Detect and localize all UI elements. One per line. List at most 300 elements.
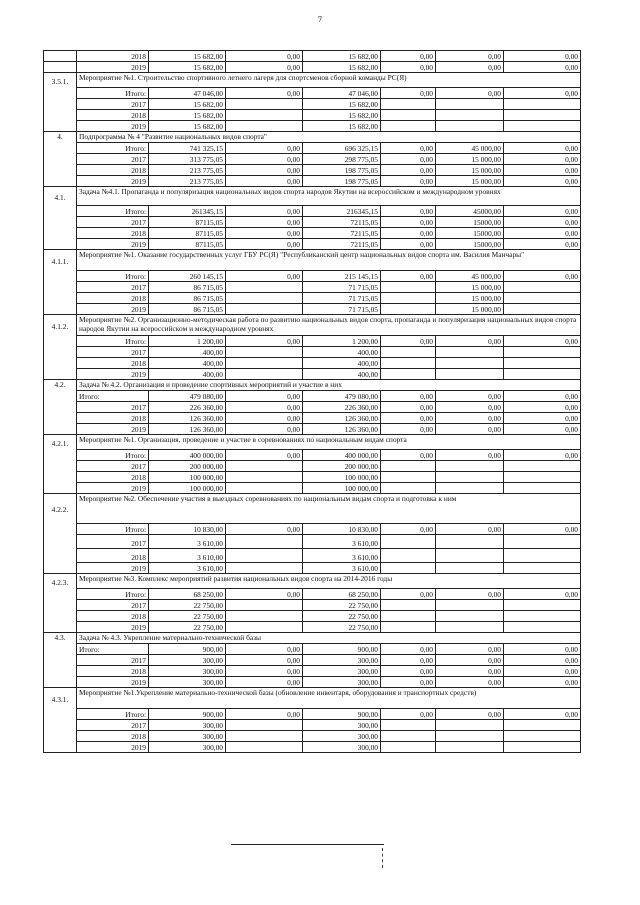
amount-cell: 0,00 xyxy=(226,228,303,239)
amount-cell: 0,00 xyxy=(381,402,436,413)
amount-cell xyxy=(436,600,504,611)
amount-cell: 1 200,00 xyxy=(149,336,226,347)
amount-cell: 0,00 xyxy=(504,228,581,239)
year-label: 2017 xyxy=(77,347,149,358)
amount-cell xyxy=(504,611,581,622)
amount-cell xyxy=(436,358,504,369)
amount-cell xyxy=(436,563,504,574)
amount-cell: 226 360,00 xyxy=(303,402,381,413)
year-label: 2019 xyxy=(77,622,149,633)
table-row xyxy=(44,206,581,217)
amount-cell xyxy=(436,461,504,472)
section-heading-row xyxy=(44,187,581,206)
section-code: 4.2.3. xyxy=(44,574,77,633)
section-heading: Мероприятие №1. Строительство спортивного летнего лагеря для спортсменов сборной команды РС(Я) xyxy=(77,73,581,88)
total-label: Итого: xyxy=(77,391,149,402)
amount-cell xyxy=(436,731,504,742)
amount-cell xyxy=(226,549,303,563)
amount-cell: 22 750,00 xyxy=(149,600,226,611)
amount-cell xyxy=(504,369,581,380)
amount-cell: 0,00 xyxy=(504,709,581,720)
amount-cell: 0,00 xyxy=(381,62,436,73)
section-heading: Мероприятие №3. Комплекс мероприятий развития национальных видов спорта на 2014-2016 годы xyxy=(77,574,581,589)
section-code: 4.2. xyxy=(44,380,77,435)
year-label: 2019 xyxy=(77,62,149,73)
amount-cell: 0,00 xyxy=(381,88,436,99)
amount-cell: 0,00 xyxy=(381,391,436,402)
amount-cell: 300,00 xyxy=(149,720,226,731)
amount-cell xyxy=(226,720,303,731)
amount-cell: 10 830,00 xyxy=(149,524,226,535)
section-heading: Мероприятие №1.Укрепление материально-технической базы (обновление инвентаря, оборудования и транспортных средств) xyxy=(77,688,581,709)
year-label: 2018 xyxy=(77,611,149,622)
amount-cell: 0,00 xyxy=(226,391,303,402)
amount-cell: 0,00 xyxy=(226,239,303,250)
table-row xyxy=(44,709,581,720)
amount-cell: 126 360,00 xyxy=(149,424,226,435)
amount-cell xyxy=(504,461,581,472)
section-heading-row xyxy=(44,380,581,391)
amount-cell: 400,00 xyxy=(303,358,381,369)
amount-cell: 0,00 xyxy=(381,336,436,347)
amount-cell: 0,00 xyxy=(504,424,581,435)
amount-cell: 200 000,00 xyxy=(303,461,381,472)
amount-cell: 400,00 xyxy=(303,369,381,380)
amount-cell xyxy=(436,99,504,110)
amount-cell: 126 360,00 xyxy=(149,413,226,424)
amount-cell: 0,00 xyxy=(436,88,504,99)
amount-cell: 100 000,00 xyxy=(303,472,381,483)
table-row xyxy=(44,563,581,574)
year-label: 2019 xyxy=(77,677,149,688)
amount-cell xyxy=(436,611,504,622)
amount-cell: 0,00 xyxy=(504,217,581,228)
table-row xyxy=(44,424,581,435)
table-row xyxy=(44,99,581,110)
amount-cell: 87115,05 xyxy=(149,228,226,239)
amount-cell: 0,00 xyxy=(436,51,504,62)
year-label: 2017 xyxy=(77,217,149,228)
table-row xyxy=(44,720,581,731)
amount-cell: 0,00 xyxy=(504,165,581,176)
amount-cell: 0,00 xyxy=(436,62,504,73)
amount-cell: 213 775,05 xyxy=(149,165,226,176)
amount-cell xyxy=(226,600,303,611)
amount-cell: 126 360,00 xyxy=(303,413,381,424)
section-heading: Задача № 4.2. Организация и проведение спортивных мероприятий и участие в них xyxy=(77,380,581,391)
amount-cell: 0,00 xyxy=(504,336,581,347)
amount-cell: 45 000,00 xyxy=(436,143,504,154)
total-label: Итого: xyxy=(77,271,149,282)
section-heading-row xyxy=(44,435,581,450)
amount-cell: 215 145,15 xyxy=(303,271,381,282)
amount-cell xyxy=(226,304,303,315)
amount-cell xyxy=(381,110,436,121)
table-row xyxy=(44,677,581,688)
amount-cell xyxy=(226,472,303,483)
amount-cell: 0,00 xyxy=(381,217,436,228)
section-heading-row xyxy=(44,315,581,336)
table-row xyxy=(44,413,581,424)
section-code: 4.1.2. xyxy=(44,315,77,380)
amount-cell: 0,00 xyxy=(381,644,436,655)
amount-cell: 0,00 xyxy=(504,391,581,402)
amount-cell: 1 200,00 xyxy=(303,336,381,347)
amount-cell: 45000,00 xyxy=(436,206,504,217)
table-row xyxy=(44,611,581,622)
amount-cell xyxy=(381,121,436,132)
amount-cell: 0,00 xyxy=(381,677,436,688)
amount-cell: 15 000,00 xyxy=(436,304,504,315)
amount-cell: 100 000,00 xyxy=(149,472,226,483)
amount-cell: 68 250,00 xyxy=(303,589,381,600)
year-label: 2017 xyxy=(77,402,149,413)
amount-cell xyxy=(226,611,303,622)
amount-cell: 3 610,00 xyxy=(149,563,226,574)
amount-cell: 71 715,05 xyxy=(303,304,381,315)
amount-cell: 0,00 xyxy=(436,677,504,688)
amount-cell: 300,00 xyxy=(303,677,381,688)
amount-cell xyxy=(436,549,504,563)
amount-cell xyxy=(504,731,581,742)
amount-cell xyxy=(436,535,504,549)
amount-cell: 900,00 xyxy=(303,709,381,720)
amount-cell: 0,00 xyxy=(381,154,436,165)
amount-cell: 0,00 xyxy=(436,424,504,435)
amount-cell: 3 610,00 xyxy=(303,563,381,574)
amount-cell: 0,00 xyxy=(504,271,581,282)
amount-cell xyxy=(381,731,436,742)
amount-cell xyxy=(504,99,581,110)
amount-cell xyxy=(226,483,303,494)
amount-cell: 15 682,00 xyxy=(149,62,226,73)
year-label: 2019 xyxy=(77,176,149,187)
amount-cell xyxy=(381,611,436,622)
amount-cell: 15 000,00 xyxy=(436,293,504,304)
amount-cell: 0,00 xyxy=(504,239,581,250)
amount-cell xyxy=(504,121,581,132)
amount-cell: 87115,05 xyxy=(149,217,226,228)
table-body xyxy=(44,51,581,753)
table-row xyxy=(44,347,581,358)
amount-cell xyxy=(381,472,436,483)
section-heading-row xyxy=(44,250,581,271)
amount-cell: 0,00 xyxy=(226,666,303,677)
year-label: 2018 xyxy=(77,293,149,304)
amount-cell: 0,00 xyxy=(226,677,303,688)
year-label: 2017 xyxy=(77,720,149,731)
total-label: Итого: xyxy=(77,450,149,461)
year-label: 2019 xyxy=(77,483,149,494)
amount-cell xyxy=(381,549,436,563)
amount-cell: 3 610,00 xyxy=(303,535,381,549)
amount-cell: 15 682,00 xyxy=(149,110,226,121)
total-label: Итого: xyxy=(77,88,149,99)
table-row xyxy=(44,228,581,239)
fold-mark xyxy=(382,848,383,868)
amount-cell: 3 610,00 xyxy=(149,549,226,563)
amount-cell: 0,00 xyxy=(226,271,303,282)
amount-cell xyxy=(226,535,303,549)
amount-cell xyxy=(504,720,581,731)
amount-cell: 71 715,05 xyxy=(303,282,381,293)
section-code: 4.2.2. xyxy=(44,494,77,574)
total-label: Итого: xyxy=(77,143,149,154)
table-row xyxy=(44,600,581,611)
amount-cell: 0,00 xyxy=(226,644,303,655)
amount-cell: 300,00 xyxy=(149,666,226,677)
amount-cell: 300,00 xyxy=(303,742,381,753)
amount-cell: 900,00 xyxy=(303,644,381,655)
amount-cell xyxy=(504,742,581,753)
section-heading-row xyxy=(44,633,581,644)
year-label: 2019 xyxy=(77,742,149,753)
amount-cell: 86 715,05 xyxy=(149,293,226,304)
amount-cell: 400,00 xyxy=(303,347,381,358)
amount-cell xyxy=(436,121,504,132)
amount-cell: 22 750,00 xyxy=(303,600,381,611)
amount-cell: 0,00 xyxy=(436,413,504,424)
amount-cell: 400,00 xyxy=(149,369,226,380)
year-label: 2018 xyxy=(77,472,149,483)
amount-cell: 0,00 xyxy=(436,391,504,402)
amount-cell xyxy=(381,293,436,304)
amount-cell: 0,00 xyxy=(504,666,581,677)
amount-cell: 0,00 xyxy=(504,402,581,413)
amount-cell: 15 000,00 xyxy=(436,165,504,176)
amount-cell: 86 715,05 xyxy=(149,304,226,315)
amount-cell: 0,00 xyxy=(226,336,303,347)
amount-cell: 0,00 xyxy=(226,450,303,461)
amount-cell: 15 000,00 xyxy=(436,282,504,293)
amount-cell: 15 682,00 xyxy=(303,99,381,110)
amount-cell: 400,00 xyxy=(149,358,226,369)
amount-cell xyxy=(504,304,581,315)
section-code: 4.1.1. xyxy=(44,250,77,315)
amount-cell: 300,00 xyxy=(149,677,226,688)
amount-cell: 0,00 xyxy=(381,450,436,461)
budget-table xyxy=(43,50,581,753)
amount-cell: 86 715,05 xyxy=(149,282,226,293)
section-heading: Мероприятие №1. Организация, проведение и участие в соревнованиях по национальным видам спорта xyxy=(77,435,581,450)
amount-cell: 741 325,15 xyxy=(149,143,226,154)
amount-cell: 226 360,00 xyxy=(149,402,226,413)
table-row xyxy=(44,549,581,563)
table-row xyxy=(44,110,581,121)
amount-cell: 0,00 xyxy=(381,239,436,250)
total-label: Итого: xyxy=(77,589,149,600)
amount-cell xyxy=(226,99,303,110)
amount-cell: 479 080,00 xyxy=(303,391,381,402)
amount-cell: 87115,05 xyxy=(149,239,226,250)
amount-cell: 300,00 xyxy=(303,666,381,677)
amount-cell: 0,00 xyxy=(226,524,303,535)
year-label: 2017 xyxy=(77,282,149,293)
year-label: 2017 xyxy=(77,655,149,666)
amount-cell: 0,00 xyxy=(381,176,436,187)
amount-cell: 15 682,00 xyxy=(149,51,226,62)
total-label: Итого: xyxy=(77,206,149,217)
amount-cell xyxy=(504,483,581,494)
year-label: 2019 xyxy=(77,563,149,574)
amount-cell: 15 682,00 xyxy=(149,99,226,110)
amount-cell xyxy=(226,282,303,293)
amount-cell xyxy=(226,742,303,753)
amount-cell: 0,00 xyxy=(436,655,504,666)
year-label: 2019 xyxy=(77,239,149,250)
table-row xyxy=(44,165,581,176)
year-label: 2019 xyxy=(77,424,149,435)
amount-cell: 0,00 xyxy=(226,424,303,435)
amount-cell: 200 000,00 xyxy=(149,461,226,472)
amount-cell xyxy=(504,110,581,121)
table-row xyxy=(44,535,581,549)
amount-cell: 0,00 xyxy=(381,666,436,677)
amount-cell: 15 682,00 xyxy=(149,121,226,132)
amount-cell: 0,00 xyxy=(226,176,303,187)
amount-cell xyxy=(504,563,581,574)
amount-cell: 68 250,00 xyxy=(149,589,226,600)
amount-cell: 0,00 xyxy=(381,271,436,282)
amount-cell: 300,00 xyxy=(303,720,381,731)
amount-cell: 47 046,00 xyxy=(303,88,381,99)
table-row xyxy=(44,483,581,494)
amount-cell xyxy=(436,742,504,753)
amount-cell: 0,00 xyxy=(226,655,303,666)
amount-cell: 0,00 xyxy=(504,62,581,73)
amount-cell: 15 000,00 xyxy=(436,176,504,187)
section-heading: Задача №4.1. Пропаганда и популяризация национальных видов спорта народов Якутии на всероссийском и международном уровнях xyxy=(77,187,581,206)
amount-cell: 0,00 xyxy=(381,143,436,154)
year-label: 2017 xyxy=(77,600,149,611)
amount-cell: 198 775,05 xyxy=(303,165,381,176)
amount-cell: 100 000,00 xyxy=(149,483,226,494)
table-row xyxy=(44,336,581,347)
amount-cell: 0,00 xyxy=(226,143,303,154)
amount-cell xyxy=(504,472,581,483)
table-row xyxy=(44,461,581,472)
year-label: 2018 xyxy=(77,413,149,424)
amount-cell: 100 000,00 xyxy=(303,483,381,494)
section-code: 3.5.1. xyxy=(44,73,77,132)
amount-cell xyxy=(504,358,581,369)
year-label: 2019 xyxy=(77,369,149,380)
table-row xyxy=(44,176,581,187)
amount-cell: 15 682,00 xyxy=(303,62,381,73)
amount-cell xyxy=(226,293,303,304)
section-heading-row xyxy=(44,574,581,589)
amount-cell: 15 682,00 xyxy=(303,121,381,132)
amount-cell xyxy=(381,600,436,611)
amount-cell xyxy=(226,110,303,121)
amount-cell: 300,00 xyxy=(303,655,381,666)
amount-cell: 0,00 xyxy=(436,402,504,413)
amount-cell: 0,00 xyxy=(504,450,581,461)
amount-cell: 47 046,00 xyxy=(149,88,226,99)
page-number: 7 xyxy=(317,16,323,24)
amount-cell: 0,00 xyxy=(504,655,581,666)
table-row xyxy=(44,589,581,600)
amount-cell: 0,00 xyxy=(226,51,303,62)
amount-cell: 0,00 xyxy=(381,424,436,435)
amount-cell xyxy=(381,563,436,574)
amount-cell: 0,00 xyxy=(436,336,504,347)
amount-cell xyxy=(381,347,436,358)
table-row xyxy=(44,154,581,165)
amount-cell: 0,00 xyxy=(226,589,303,600)
amount-cell xyxy=(381,369,436,380)
amount-cell: 22 750,00 xyxy=(149,622,226,633)
amount-cell: 213 775,05 xyxy=(149,176,226,187)
amount-cell: 0,00 xyxy=(226,402,303,413)
amount-cell: 300,00 xyxy=(149,731,226,742)
amount-cell: 0,00 xyxy=(504,88,581,99)
section-heading: Подпрограмма № 4 "Развитие национальных видов спорта" xyxy=(77,132,581,143)
amount-cell: 45 000,00 xyxy=(436,271,504,282)
amount-cell xyxy=(436,110,504,121)
section-heading-row xyxy=(44,73,581,88)
table-row xyxy=(44,239,581,250)
amount-cell: 0,00 xyxy=(226,165,303,176)
amount-cell: 0,00 xyxy=(226,217,303,228)
amount-cell: 0,00 xyxy=(381,165,436,176)
amount-cell: 3 610,00 xyxy=(303,549,381,563)
amount-cell: 22 750,00 xyxy=(149,611,226,622)
amount-cell: 900,00 xyxy=(149,709,226,720)
amount-cell: 0,00 xyxy=(381,524,436,535)
table-row xyxy=(44,121,581,132)
amount-cell: 15000,00 xyxy=(436,228,504,239)
amount-cell xyxy=(381,742,436,753)
table-row xyxy=(44,271,581,282)
amount-cell: 71 715,05 xyxy=(303,293,381,304)
amount-cell xyxy=(381,535,436,549)
table-row xyxy=(44,217,581,228)
section-heading: Задача № 4.3. Укрепление материально-технической базы xyxy=(77,633,581,644)
section-code xyxy=(44,62,77,73)
amount-cell xyxy=(436,622,504,633)
amount-cell: 216345,15 xyxy=(303,206,381,217)
section-code: 4.2.1. xyxy=(44,435,77,494)
amount-cell: 72115,05 xyxy=(303,228,381,239)
table-row xyxy=(44,524,581,535)
year-label: 2018 xyxy=(77,165,149,176)
total-label: Итого: xyxy=(77,709,149,720)
amount-cell: 15 682,00 xyxy=(303,110,381,121)
amount-cell: 0,00 xyxy=(381,589,436,600)
amount-cell: 72115,05 xyxy=(303,239,381,250)
year-label: 2018 xyxy=(77,666,149,677)
amount-cell: 22 750,00 xyxy=(303,611,381,622)
table-row xyxy=(44,358,581,369)
amount-cell: 0,00 xyxy=(504,176,581,187)
table-row xyxy=(44,304,581,315)
amount-cell xyxy=(436,483,504,494)
amount-cell: 0,00 xyxy=(381,413,436,424)
total-label: Итого: xyxy=(77,336,149,347)
table-row xyxy=(44,293,581,304)
amount-cell: 126 360,00 xyxy=(303,424,381,435)
amount-cell xyxy=(504,535,581,549)
amount-cell xyxy=(226,121,303,132)
table-row xyxy=(44,472,581,483)
amount-cell: 0,00 xyxy=(504,413,581,424)
year-label: 2017 xyxy=(77,535,149,549)
section-code: 4. xyxy=(44,132,77,187)
amount-cell xyxy=(226,347,303,358)
amount-cell xyxy=(381,304,436,315)
amount-cell: 900,00 xyxy=(149,644,226,655)
